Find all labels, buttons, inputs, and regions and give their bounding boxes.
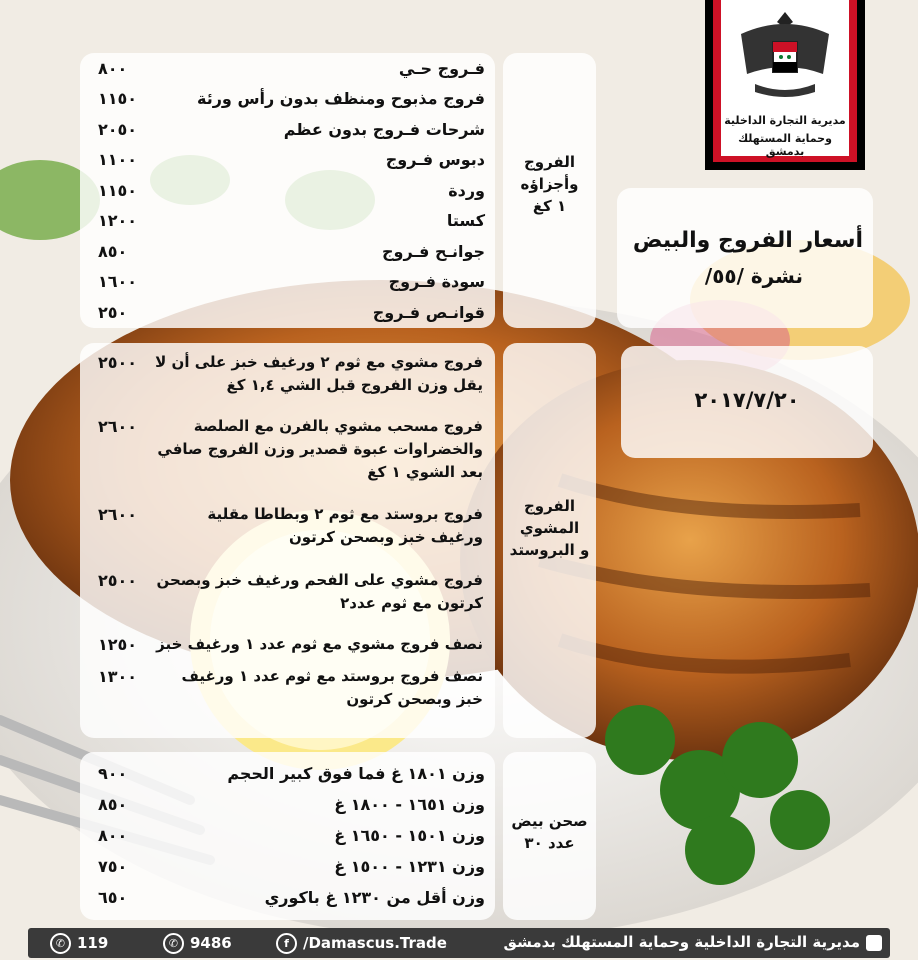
chicken-item-price: ١٢٠٠ bbox=[98, 211, 138, 230]
phone-icon: ✆ bbox=[50, 933, 71, 954]
emblem-caption-1: مديرية التجارة الداخلية bbox=[724, 114, 846, 127]
egg-item-row bbox=[80, 760, 495, 786]
egg-item-price: ٨٥٠ bbox=[98, 794, 128, 814]
eggs-price-list bbox=[80, 752, 495, 920]
grilled-item-price: ١٢٥٠ bbox=[98, 635, 138, 654]
chicken-item-row bbox=[80, 238, 495, 264]
issue-number: نشرة /٥٥/ bbox=[704, 264, 803, 288]
chicken-item-row bbox=[80, 116, 495, 142]
facebook-handle: /Damascus.Trade bbox=[303, 934, 447, 952]
chicken-item-row bbox=[80, 147, 495, 173]
grilled-item-price: ٢٦٠٠ bbox=[98, 417, 138, 436]
phone-1 bbox=[50, 933, 108, 954]
chicken-item-name: جوانـح فـروج bbox=[382, 241, 485, 261]
chicken-item-name: قوانـص فـروج bbox=[372, 302, 485, 322]
chicken-item-row bbox=[80, 177, 495, 203]
facebook-link[interactable] bbox=[276, 933, 447, 954]
chicken-item-name: وردة bbox=[448, 180, 485, 200]
chicken-item-name: دبوس فـروج bbox=[385, 150, 485, 169]
emblem-caption-2: وحماية المستهلك بدمشق bbox=[738, 132, 832, 158]
grilled-item-text: فروج مشوي على الفحم ورغيف خبز وبصحن كرتون مع ثوم عدد٢ bbox=[156, 571, 483, 612]
bulletin-date: ٢٠١٧/٧/٢٠ bbox=[694, 388, 800, 412]
ministry-emblem bbox=[705, 0, 865, 170]
egg-item-name: وزن أقل من ١٢٣٠ غ باكوري bbox=[264, 887, 485, 907]
egg-item-name: وزن ١٢٣١ - ١٥٠٠ غ bbox=[334, 856, 485, 876]
chicken-item-price: ١١٥٠ bbox=[98, 180, 138, 200]
egg-item-row bbox=[80, 822, 495, 848]
grilled-item-price: ١٣٠٠ bbox=[98, 667, 138, 686]
chicken-item-name: فـروج حـي bbox=[398, 58, 485, 78]
chicken-item-price: ٨٠٠ bbox=[98, 58, 128, 78]
egg-item-name: وزن ١٦٥١ - ١٨٠٠ غ bbox=[334, 794, 485, 814]
chicken-item-price: ١١٥٠ bbox=[98, 89, 138, 108]
egg-item-price: ٩٠٠ bbox=[98, 763, 128, 783]
chicken-item-price: ١١٠٠ bbox=[98, 150, 138, 169]
grilled-price-list bbox=[80, 343, 495, 738]
chicken-item-name: فروج مذبوح ومنظف بدون رأس ورئة bbox=[197, 89, 485, 108]
chicken-item-row bbox=[80, 208, 495, 234]
grilled-item-text: فروج مشوي مع ثوم ٢ ورغيف خبز على أن لا يقل وزن الفروج قبل الشي ١,٤ كغ bbox=[155, 353, 483, 394]
grilled-item-price: ٢٥٠٠ bbox=[98, 571, 138, 590]
grilled-item-text: نصف فروج مشوي مع ثوم عدد ١ ورغيف خبز bbox=[156, 635, 483, 653]
grilled-item-price: ٢٦٠٠ bbox=[98, 505, 138, 524]
chicken-item-row bbox=[80, 269, 495, 295]
footer-org-name: مديرية التجارة الداخلية وحماية المستهلك بدمشق bbox=[503, 933, 860, 951]
chicken-item-name: كستا bbox=[446, 211, 485, 230]
egg-item-row bbox=[80, 791, 495, 817]
egg-item-price: ٧٥٠ bbox=[98, 856, 128, 876]
egg-item-row bbox=[80, 884, 495, 910]
chicken-item-price: ٨٥٠ bbox=[98, 241, 128, 261]
eggs-category-label: صحن بيض عدد ٣٠ bbox=[511, 812, 588, 852]
page-title: أسعار الفروج والبيض bbox=[632, 228, 863, 253]
egg-item-name: وزن ١٨٠١ غ فما فوق كبير الحجم bbox=[227, 763, 485, 783]
phone-icon: ✆ bbox=[163, 933, 184, 954]
title-panel bbox=[617, 188, 873, 328]
chicken-item-name: سودة فـروج bbox=[388, 272, 485, 291]
grilled-category-panel bbox=[503, 343, 596, 738]
chicken-item-row bbox=[80, 86, 495, 112]
egg-item-price: ٦٥٠ bbox=[98, 887, 128, 907]
grilled-category-label: الفروج المشوي و البروستد bbox=[509, 497, 590, 559]
egg-item-price: ٨٠٠ bbox=[98, 825, 128, 845]
chicken-item-price: ٢٥٠ bbox=[98, 302, 128, 322]
eagle-small-icon bbox=[866, 935, 882, 951]
phone-2 bbox=[163, 933, 232, 954]
chicken-price-list bbox=[80, 53, 495, 328]
grilled-item-price: ٢٥٠٠ bbox=[98, 353, 138, 372]
grilled-item-text: نصف فروج بروستد مع ثوم عدد ١ ورغيف خبز وبصحن كرتون bbox=[181, 667, 483, 708]
eagle-icon bbox=[721, 4, 849, 114]
chicken-category-label: الفروج وأجزاؤه ١ كغ bbox=[520, 153, 579, 215]
date-panel bbox=[621, 346, 873, 458]
egg-item-row bbox=[80, 853, 495, 879]
eggs-category-panel bbox=[503, 752, 596, 920]
footer-org bbox=[504, 933, 882, 951]
chicken-item-row bbox=[80, 299, 495, 325]
phone-2-number: 9486 bbox=[190, 934, 232, 952]
footer-bar bbox=[28, 928, 890, 958]
facebook-icon: f bbox=[276, 933, 297, 954]
chicken-item-price: ٢٠٥٠ bbox=[98, 119, 138, 139]
chicken-item-row bbox=[80, 55, 495, 81]
egg-item-name: وزن ١٥٠١ - ١٦٥٠ غ bbox=[334, 825, 485, 845]
phone-1-number: 119 bbox=[77, 934, 109, 952]
chicken-item-name: شرحات فـروج بدون عظم bbox=[283, 119, 485, 139]
chicken-item-price: ١٦٠٠ bbox=[98, 272, 138, 291]
grilled-item-text: فروج مسحب مشوي بالفرن مع الصلصة والخضراوات عبوة قصدير وزن الفروج صافي بعد الشوي ١ كغ bbox=[157, 417, 483, 481]
grilled-item-text: فروج بروستد مع ثوم ٢ وبطاطا مقلية ورغيف خبز وبصحن كرتون bbox=[207, 505, 483, 546]
chicken-category-panel bbox=[503, 53, 596, 328]
